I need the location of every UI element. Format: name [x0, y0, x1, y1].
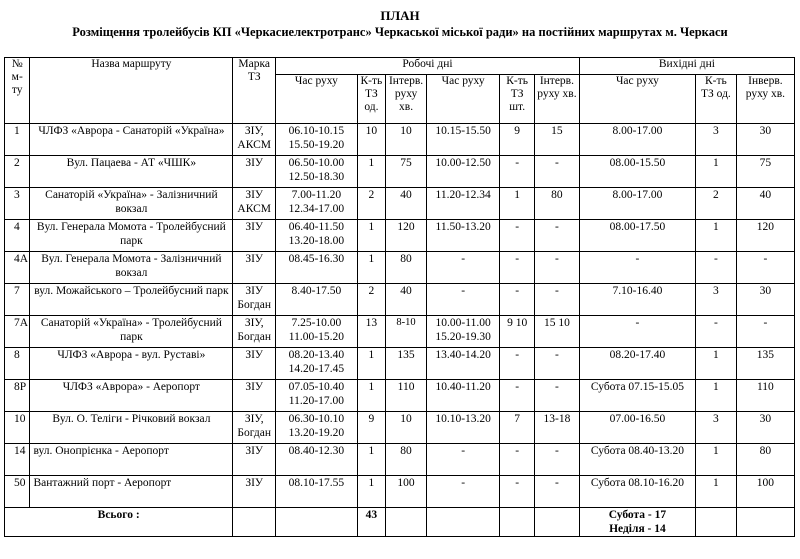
- cell-weekend-count: 1: [696, 380, 737, 412]
- cell-workday-interval-1: 80: [386, 444, 427, 476]
- cell-workday-time-2: 10.00-12.50: [426, 156, 499, 188]
- cell-route-number: 1: [5, 124, 30, 156]
- cell-workday-interval-2: 15 10: [534, 316, 579, 348]
- cell-workday-interval-2: -: [534, 252, 579, 284]
- cell-workday-interval-1: 135: [386, 348, 427, 380]
- header-workdays: Робочі дні: [276, 58, 580, 75]
- cell-route-number: 7: [5, 284, 30, 316]
- cell-workday-interval-1: 10: [386, 412, 427, 444]
- header-workday-time-1: Час руху: [276, 75, 358, 124]
- cell-weekend-time: 08.20-17.40: [579, 348, 695, 380]
- cell-workday-count-1: 1: [357, 444, 386, 476]
- document-title: ПЛАН: [380, 8, 420, 23]
- cell-route-number: 8: [5, 348, 30, 380]
- cell-workday-count-1: 1: [357, 220, 386, 252]
- cell-vehicle-brand: ЗІУ: [233, 348, 276, 380]
- cell-workday-time-1: 06.50-10.00 12.50-18.30: [276, 156, 358, 188]
- cell-workday-time-1: 7.00-11.20 12.34-17.00: [276, 188, 358, 220]
- table-row: [5, 316, 795, 348]
- cell-workday-count-2: -: [500, 220, 535, 252]
- cell-workday-time-1: 08.45-16.30: [276, 252, 358, 284]
- cell-workday-time-2: -: [426, 284, 499, 316]
- cell-workday-time-1: 06.10-10.15 15.50-19.20: [276, 124, 358, 156]
- cell-route-number: 3: [5, 188, 30, 220]
- cell-vehicle-brand: ЗІУ: [233, 252, 276, 284]
- total-row: [5, 508, 795, 537]
- cell-workday-count-2: 9: [500, 124, 535, 156]
- total-label: Всього :: [5, 508, 233, 537]
- cell-workday-count-2: -: [500, 284, 535, 316]
- cell-workday-count-2: -: [500, 380, 535, 412]
- table-row: [5, 156, 795, 188]
- cell-workday-interval-1: 80: [386, 252, 427, 284]
- cell-weekend-time: Субота 08.10-16.20: [579, 476, 695, 508]
- cell-weekend-time: Субота 07.15-15.05: [579, 380, 695, 412]
- cell-workday-interval-1: 120: [386, 220, 427, 252]
- cell-workday-interval-1: 75: [386, 156, 427, 188]
- table-row: [5, 220, 795, 252]
- total-sunday: Неділя - 14: [609, 523, 666, 535]
- table-row: [5, 380, 795, 412]
- cell-route-name: Санаторій «Україна» - Тролейбусний парк: [30, 316, 233, 348]
- cell-route-number: 4А: [5, 252, 30, 284]
- cell-workday-interval-1: 10: [386, 124, 427, 156]
- cell-workday-time-1: 08.40-12.30: [276, 444, 358, 476]
- cell-workday-time-2: -: [426, 252, 499, 284]
- cell-weekend-interval: 135: [736, 348, 794, 380]
- cell-weekend-count: 1: [696, 476, 737, 508]
- cell-weekend-count: 3: [696, 284, 737, 316]
- cell-vehicle-brand: ЗІУ: [233, 476, 276, 508]
- cell-vehicle-brand: ЗІУ: [233, 156, 276, 188]
- cell-workday-count-1: 1: [357, 380, 386, 412]
- cell-workday-interval-2: 80: [534, 188, 579, 220]
- cell-vehicle-brand: ЗІУ Богдан: [233, 284, 276, 316]
- cell-workday-interval-2: -: [534, 444, 579, 476]
- cell-weekend-count: -: [696, 316, 737, 348]
- cell-workday-time-2: 13.40-14.20: [426, 348, 499, 380]
- cell-workday-time-2: 11.20-12.34: [426, 188, 499, 220]
- cell-route-number: 14: [5, 444, 30, 476]
- cell-workday-interval-2: 13-18: [534, 412, 579, 444]
- table-row: [5, 412, 795, 444]
- schedule-table: [4, 57, 795, 537]
- table-row: [5, 444, 795, 476]
- cell-weekend-interval: -: [736, 316, 794, 348]
- cell-route-name: вул. Можайського – Тролейбусний парк: [30, 284, 233, 316]
- cell-weekend-interval: 80: [736, 444, 794, 476]
- cell-workday-count-2: -: [500, 156, 535, 188]
- cell-workday-interval-2: 15: [534, 124, 579, 156]
- cell-weekend-interval: 30: [736, 412, 794, 444]
- header-workday-interval-2: Інтерв. руху хв.: [534, 75, 579, 124]
- table-row: [5, 124, 795, 156]
- cell-workday-time-1: 08.20-13.40 14.20-17.45: [276, 348, 358, 380]
- cell-weekend-time: 08.00-15.50: [579, 156, 695, 188]
- cell-weekend-time: 07.00-16.50: [579, 412, 695, 444]
- header-workday-count-1: К-ть ТЗ од.: [357, 75, 386, 124]
- header-workday-time-2: Час руху: [426, 75, 499, 124]
- cell-workday-count-1: 1: [357, 348, 386, 380]
- cell-weekend-count: -: [696, 252, 737, 284]
- cell-workday-time-2: -: [426, 444, 499, 476]
- cell-vehicle-brand: ЗІУ, Богдан: [233, 412, 276, 444]
- cell-weekend-interval: 30: [736, 284, 794, 316]
- cell-route-name: Вул. О. Теліги - Річковий вокзал: [30, 412, 233, 444]
- cell-weekend-time: 08.00-17.50: [579, 220, 695, 252]
- cell-weekend-time: -: [579, 252, 695, 284]
- cell-workday-count-2: 9 10: [500, 316, 535, 348]
- cell-workday-interval-2: -: [534, 156, 579, 188]
- cell-weekend-interval: -: [736, 252, 794, 284]
- header-route-name: Назва маршруту: [30, 58, 233, 124]
- cell-weekend-interval: 100: [736, 476, 794, 508]
- cell-route-number: 2: [5, 156, 30, 188]
- cell-route-name: Вул. Генерала Момота - Тролейбусний парк: [30, 220, 233, 252]
- cell-weekend-time: 8.00-17.00: [579, 124, 695, 156]
- table-row: [5, 476, 795, 508]
- cell-workday-count-2: -: [500, 252, 535, 284]
- cell-route-number: 8Р: [5, 380, 30, 412]
- cell-workday-interval-1: 8-10: [386, 316, 427, 348]
- cell-workday-count-2: 1: [500, 188, 535, 220]
- cell-workday-time-2: 10.00-11.00 15.20-19.30: [426, 316, 499, 348]
- header-weekend-interval: Інверв. руху хв.: [736, 75, 794, 124]
- table-row: [5, 252, 795, 284]
- cell-weekend-interval: 75: [736, 156, 794, 188]
- cell-workday-interval-1: 100: [386, 476, 427, 508]
- header-workday-interval-1: Інтерв. руху хв.: [386, 75, 427, 124]
- total-count: 43: [357, 508, 386, 537]
- cell-workday-count-1: 9: [357, 412, 386, 444]
- cell-weekend-time: -: [579, 316, 695, 348]
- cell-workday-time-1: 8.40-17.50: [276, 284, 358, 316]
- cell-workday-interval-1: 40: [386, 284, 427, 316]
- cell-weekend-count: 1: [696, 220, 737, 252]
- cell-workday-count-1: 2: [357, 284, 386, 316]
- cell-vehicle-brand: ЗІУ, АКСМ: [233, 124, 276, 156]
- cell-weekend-interval: 30: [736, 124, 794, 156]
- header-weekend-count: К-ть ТЗ од.: [696, 75, 737, 124]
- header-route-number: № м-ту: [5, 58, 30, 124]
- cell-weekend-interval: 40: [736, 188, 794, 220]
- cell-workday-interval-2: -: [534, 380, 579, 412]
- cell-vehicle-brand: ЗІУ АКСМ: [233, 188, 276, 220]
- cell-route-name: ЧЛФЗ «Аврора» - Аеропорт: [30, 380, 233, 412]
- cell-vehicle-brand: ЗІУ: [233, 220, 276, 252]
- cell-workday-count-1: 10: [357, 124, 386, 156]
- cell-workday-count-1: 1: [357, 476, 386, 508]
- cell-workday-time-2: 10.10-13.20: [426, 412, 499, 444]
- cell-weekend-count: 3: [696, 412, 737, 444]
- header-vehicle-brand: Марка ТЗ: [233, 58, 276, 124]
- cell-workday-count-2: -: [500, 476, 535, 508]
- cell-weekend-count: 2: [696, 188, 737, 220]
- cell-weekend-count: 1: [696, 444, 737, 476]
- header-workday-count-2: К-ть ТЗ шт.: [500, 75, 535, 124]
- cell-workday-count-1: 1: [357, 156, 386, 188]
- cell-route-number: 50: [5, 476, 30, 508]
- cell-route-name: Вантажний порт - Аеропорт: [30, 476, 233, 508]
- cell-workday-time-1: 7.25-10.00 11.00-15.20: [276, 316, 358, 348]
- header-weekends: Вихідні дні: [579, 58, 794, 75]
- cell-weekend-time: 7.10-16.40: [579, 284, 695, 316]
- document-subtitle: Розміщення тролейбусів КП «Черкасиелектротранс» Черкаської міської ради» на постійних маршрутах м. Черкаси: [72, 25, 728, 39]
- cell-workday-interval-1: 40: [386, 188, 427, 220]
- cell-workday-interval-2: -: [534, 348, 579, 380]
- cell-workday-time-2: -: [426, 476, 499, 508]
- cell-weekend-time: Субота 08.40-13.20: [579, 444, 695, 476]
- cell-workday-count-1: 13: [357, 316, 386, 348]
- cell-weekend-interval: 120: [736, 220, 794, 252]
- cell-workday-count-1: 2: [357, 188, 386, 220]
- cell-route-name: ЧЛФЗ «Аврора - вул. Руставі»: [30, 348, 233, 380]
- cell-weekend-time: 8.00-17.00: [579, 188, 695, 220]
- cell-route-name: Вул. Пацаева - АТ «ЧШК»: [30, 156, 233, 188]
- cell-weekend-count: 1: [696, 348, 737, 380]
- cell-route-name: вул. Онопрієнка - Аеропорт: [30, 444, 233, 476]
- cell-workday-count-1: 1: [357, 252, 386, 284]
- cell-workday-time-2: 10.15-15.50: [426, 124, 499, 156]
- table-row: [5, 284, 795, 316]
- cell-workday-count-2: 7: [500, 412, 535, 444]
- header-weekend-time: Час руху: [579, 75, 695, 124]
- table-row: [5, 348, 795, 380]
- cell-workday-time-1: 06.40-11.50 13.20-18.00: [276, 220, 358, 252]
- cell-weekend-interval: 110: [736, 380, 794, 412]
- cell-workday-time-1: 06.30-10.10 13.20-19.20: [276, 412, 358, 444]
- cell-vehicle-brand: ЗІУ, Богдан: [233, 316, 276, 348]
- cell-workday-count-2: -: [500, 444, 535, 476]
- cell-workday-time-2: 11.50-13.20: [426, 220, 499, 252]
- table-row: [5, 188, 795, 220]
- cell-workday-interval-2: -: [534, 476, 579, 508]
- cell-workday-interval-2: -: [534, 284, 579, 316]
- total-weekend: [579, 508, 695, 537]
- cell-workday-time-2: 10.40-11.20: [426, 380, 499, 412]
- cell-workday-interval-2: -: [534, 220, 579, 252]
- cell-route-name: Вул. Генерала Момота - Залізничний вокзал: [30, 252, 233, 284]
- cell-weekend-count: 1: [696, 156, 737, 188]
- cell-route-name: ЧЛФЗ «Аврора - Санаторій «Україна»: [30, 124, 233, 156]
- cell-workday-time-1: 08.10-17.55: [276, 476, 358, 508]
- cell-workday-interval-1: 110: [386, 380, 427, 412]
- cell-workday-time-1: 07.05-10.40 11.20-17.00: [276, 380, 358, 412]
- cell-route-number: 10: [5, 412, 30, 444]
- cell-workday-count-2: -: [500, 348, 535, 380]
- total-saturday: Субота - 17: [608, 509, 667, 521]
- cell-vehicle-brand: ЗІУ: [233, 444, 276, 476]
- cell-route-name: Санаторій «Україна» - Залізничний вокзал: [30, 188, 233, 220]
- cell-weekend-count: 3: [696, 124, 737, 156]
- cell-vehicle-brand: ЗІУ: [233, 380, 276, 412]
- cell-route-number: 4: [5, 220, 30, 252]
- cell-route-number: 7А: [5, 316, 30, 348]
